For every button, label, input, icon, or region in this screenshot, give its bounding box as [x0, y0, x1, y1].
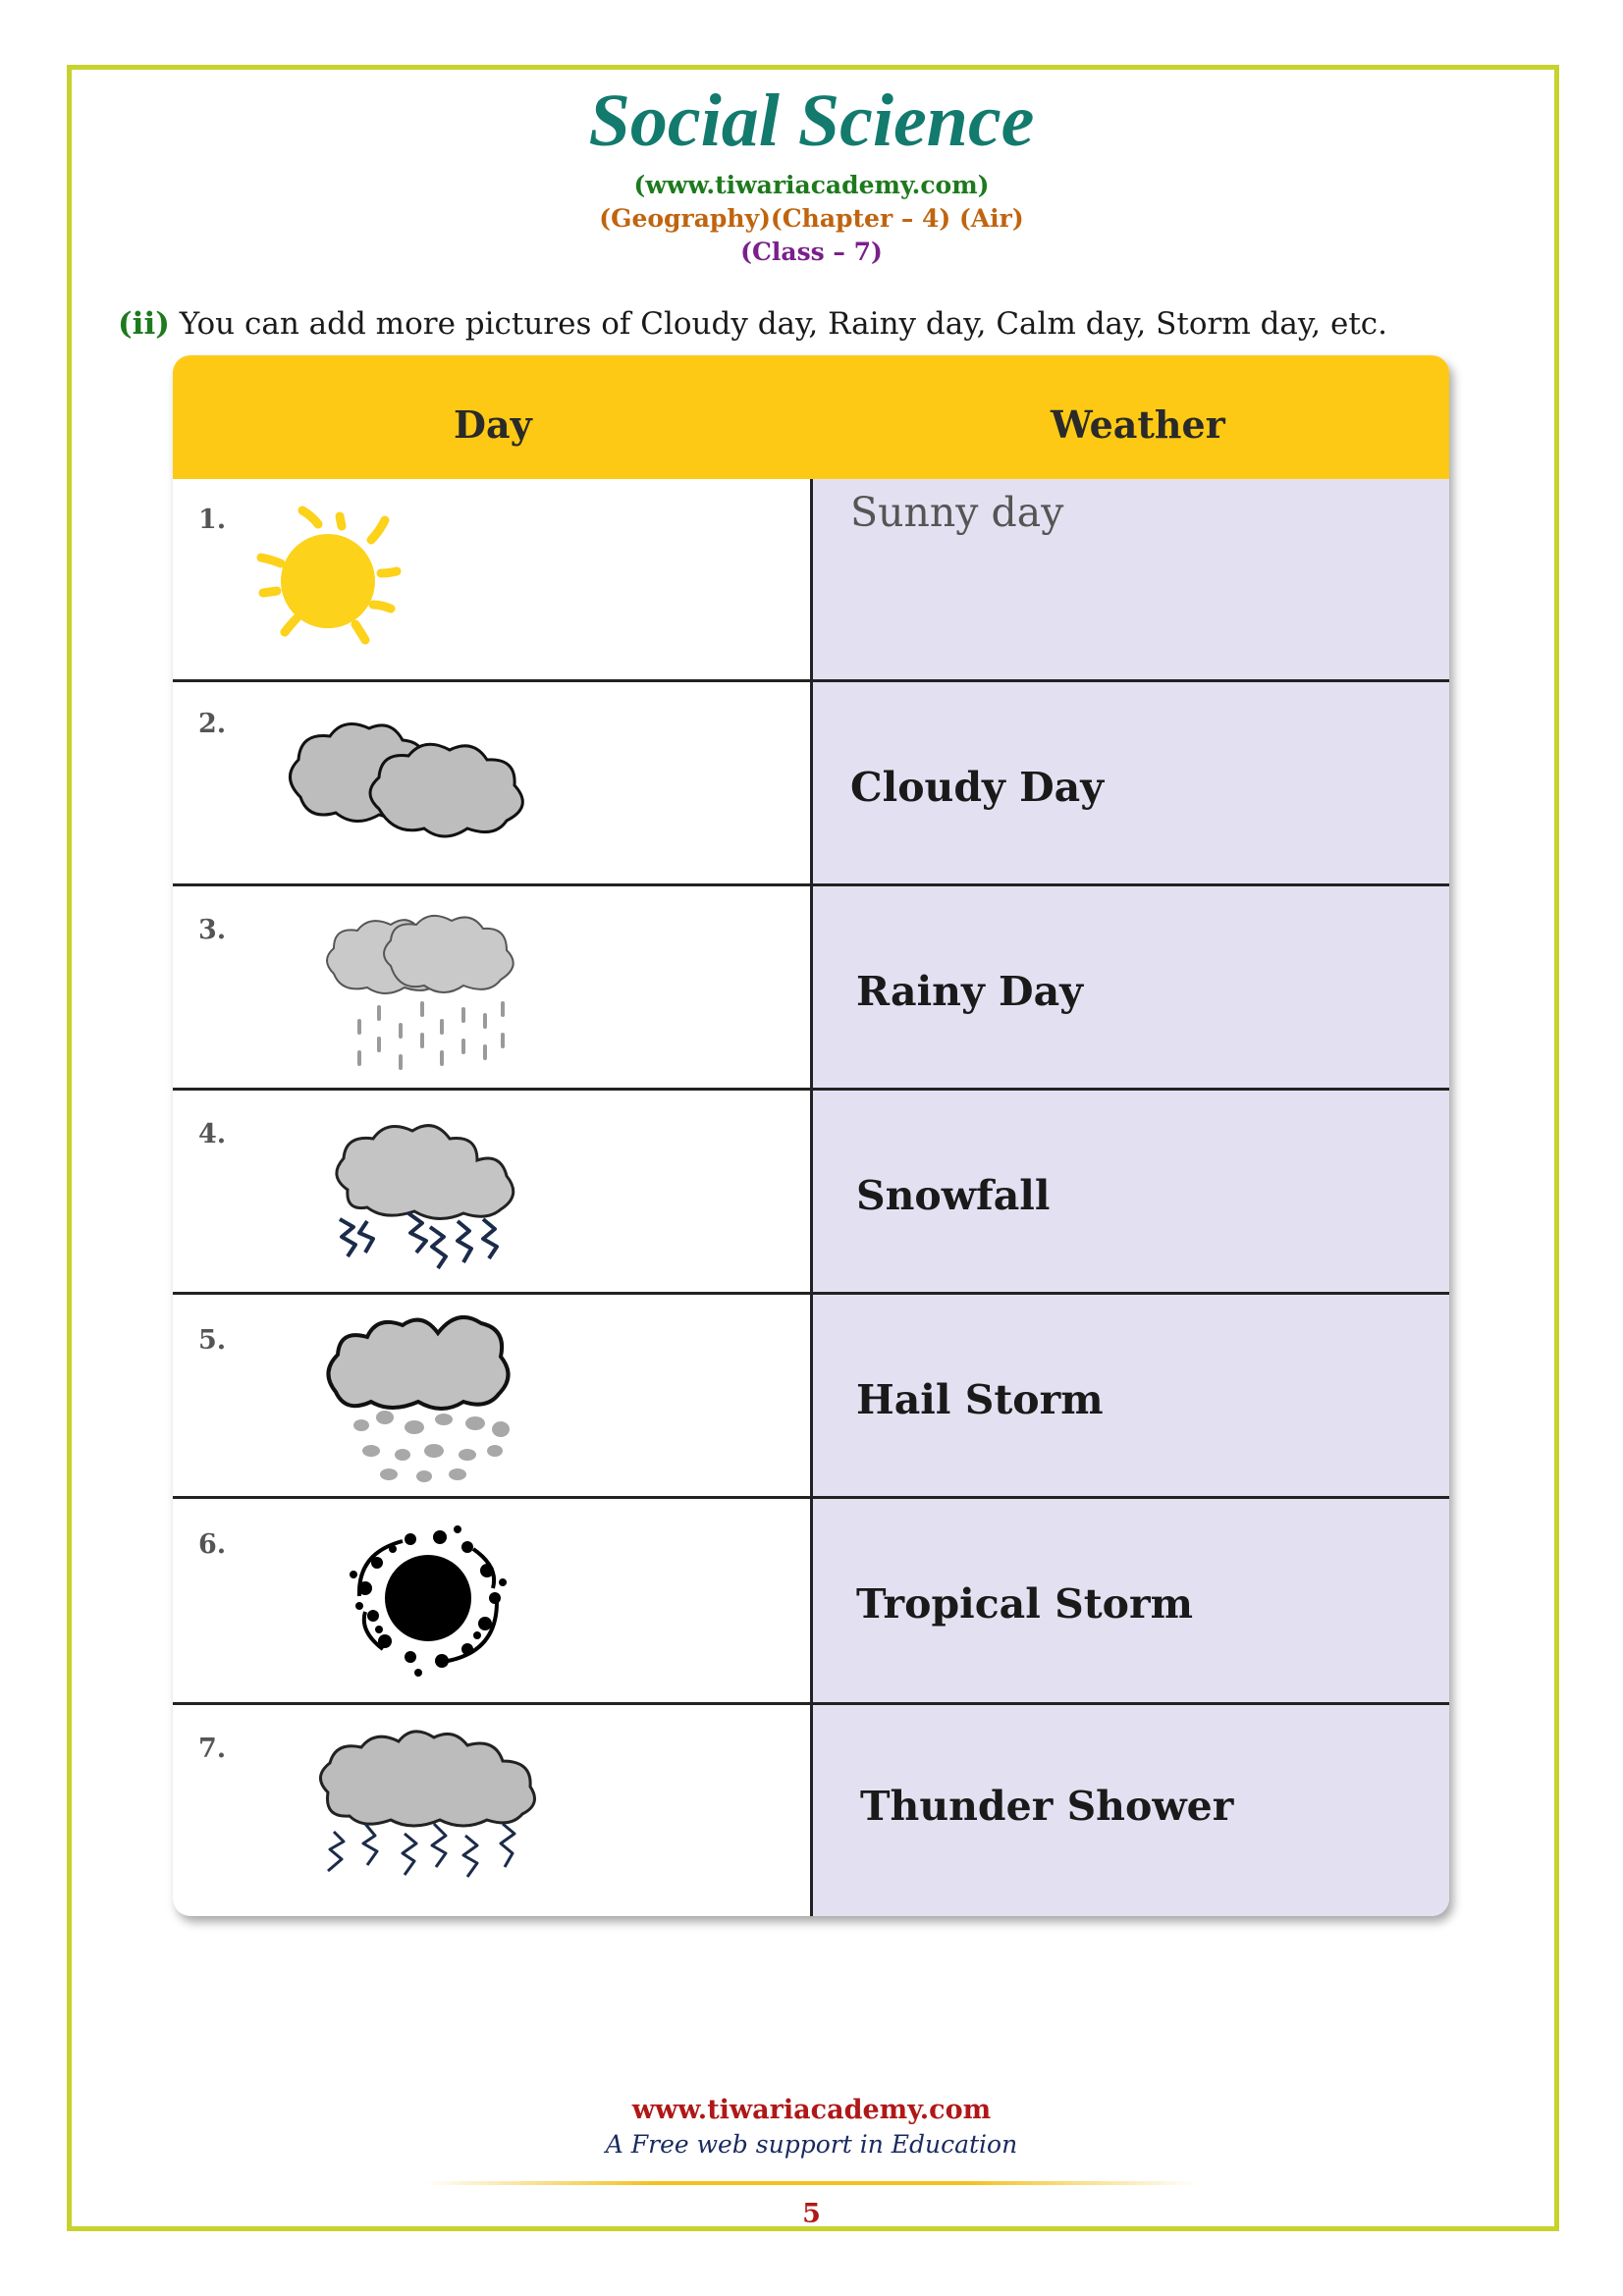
weather-label: Cloudy Day [850, 764, 1105, 811]
thunder-cloud-icon [310, 1722, 556, 1889]
footer-divider [422, 2181, 1198, 2185]
row-number: 2. [198, 709, 227, 739]
weather-label: Tropical Storm [856, 1580, 1193, 1628]
question [118, 306, 1387, 342]
page-number: 5 [802, 2199, 821, 2229]
rain-cloud-icon [320, 905, 536, 1092]
table-header [173, 355, 1449, 479]
row-number: 3. [198, 915, 227, 945]
tropical-storm-icon [320, 1514, 536, 1690]
cloud-icon [281, 709, 556, 846]
column-divider [810, 479, 813, 1916]
sun-icon [242, 503, 418, 660]
snow-cloud-icon [320, 1111, 536, 1278]
page-title: Social Science [588, 80, 1035, 162]
row-number: 6. [198, 1529, 227, 1560]
weather-label: Rainy Day [856, 968, 1084, 1015]
footer-tagline: A Free web support in Education [605, 2130, 1018, 2159]
header-day: Day [454, 402, 532, 447]
row-number: 5. [198, 1325, 227, 1356]
hail-cloud-icon [320, 1308, 536, 1484]
footer-url[interactable]: www.tiwariacademy.com [631, 2095, 992, 2125]
row-number: 7. [198, 1734, 227, 1764]
question-text: You can add more pictures of Cloudy day, Rainy day, Calm day, Storm day, etc. [169, 306, 1388, 342]
class-line: (Class – 7) [740, 238, 883, 266]
subject-line: (Geography)(Chapter – 4) (Air) [599, 204, 1024, 233]
weather-label: Thunder Shower [860, 1783, 1234, 1830]
weather-label: Hail Storm [856, 1376, 1104, 1423]
question-number: (ii) [118, 306, 170, 342]
row-number: 4. [198, 1119, 227, 1149]
row-number: 1. [198, 505, 227, 535]
header-weather: Weather [1051, 402, 1225, 447]
weather-label: Sunny day [850, 489, 1064, 536]
website-line: (www.tiwariacademy.com) [633, 171, 990, 199]
weather-table [173, 355, 1449, 1916]
weather-label: Snowfall [856, 1172, 1051, 1219]
